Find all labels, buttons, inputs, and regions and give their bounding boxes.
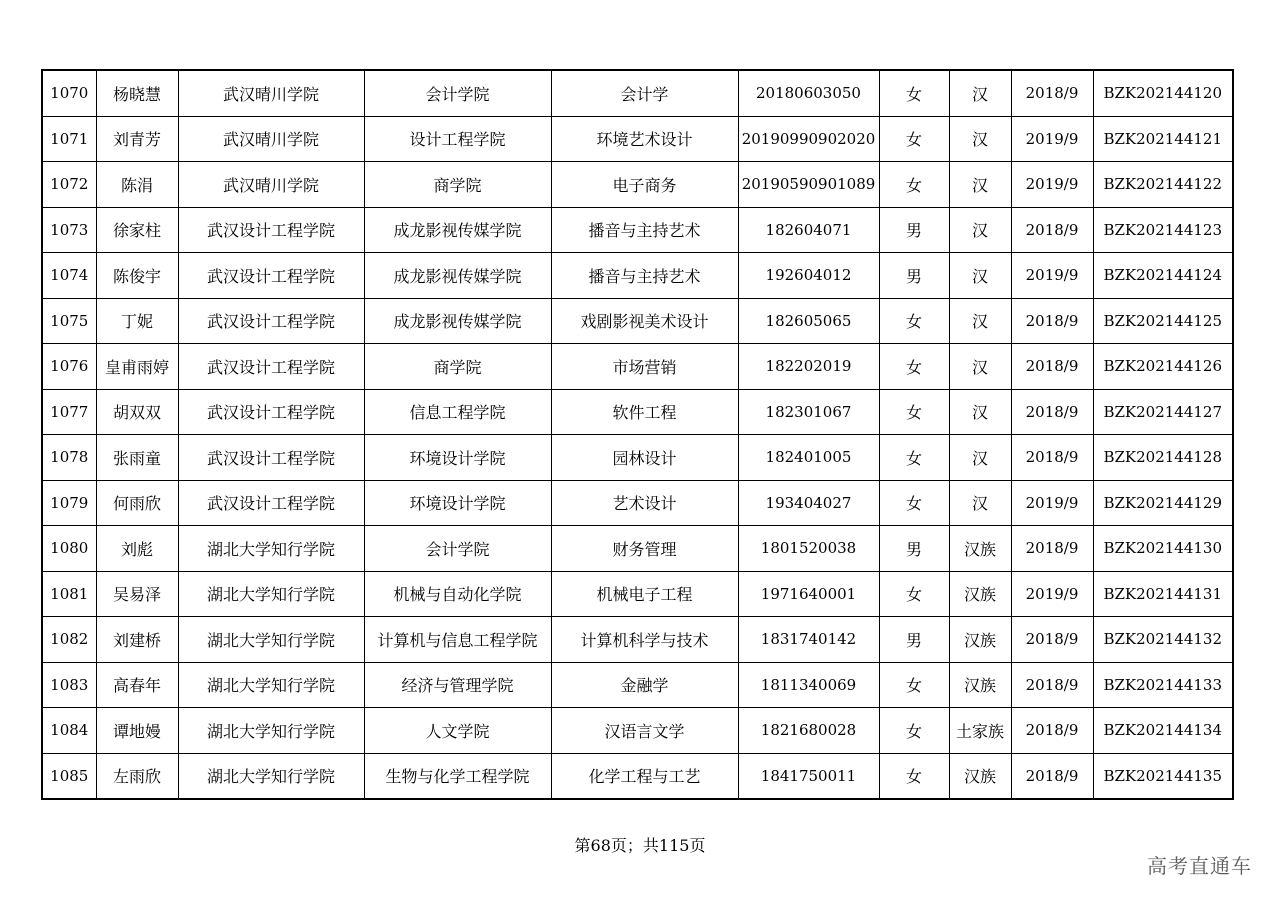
cell-student-id: 20190990902020 bbox=[738, 116, 879, 162]
cell-major: 金融学 bbox=[551, 662, 738, 708]
cell-enroll-date: 2018/9 bbox=[1011, 298, 1093, 344]
table-row bbox=[42, 571, 1233, 617]
cell-student-id: 182301067 bbox=[738, 389, 879, 435]
cell-gender: 女 bbox=[879, 708, 949, 754]
cell-college: 信息工程学院 bbox=[364, 389, 551, 435]
cell-enroll-date: 2019/9 bbox=[1011, 480, 1093, 526]
cell-gender: 女 bbox=[879, 70, 949, 116]
cell-university: 武汉设计工程学院 bbox=[178, 207, 364, 253]
cell-major: 软件工程 bbox=[551, 389, 738, 435]
cell-seq-no: 1070 bbox=[42, 70, 96, 116]
cell-name: 胡双双 bbox=[96, 389, 178, 435]
cell-cert-no: BZK202144128 bbox=[1093, 435, 1233, 481]
cell-name: 陈涓 bbox=[96, 162, 178, 208]
cell-university: 武汉设计工程学院 bbox=[178, 389, 364, 435]
cell-major: 财务管理 bbox=[551, 526, 738, 572]
cell-seq-no: 1083 bbox=[42, 662, 96, 708]
cell-college: 环境设计学院 bbox=[364, 480, 551, 526]
cell-gender: 男 bbox=[879, 207, 949, 253]
cell-university: 湖北大学知行学院 bbox=[178, 708, 364, 754]
cell-name: 刘青芳 bbox=[96, 116, 178, 162]
cell-college: 成龙影视传媒学院 bbox=[364, 207, 551, 253]
cell-student-id: 20180603050 bbox=[738, 70, 879, 116]
cell-student-id: 182604071 bbox=[738, 207, 879, 253]
cell-name: 谭地嫚 bbox=[96, 708, 178, 754]
cell-ethnicity: 汉 bbox=[949, 344, 1011, 390]
student-record-table bbox=[41, 69, 1234, 800]
cell-ethnicity: 汉族 bbox=[949, 753, 1011, 799]
table-row bbox=[42, 480, 1233, 526]
cell-ethnicity: 汉 bbox=[949, 480, 1011, 526]
cell-ethnicity: 汉 bbox=[949, 435, 1011, 481]
cell-college: 设计工程学院 bbox=[364, 116, 551, 162]
cell-cert-no: BZK202144122 bbox=[1093, 162, 1233, 208]
cell-college: 人文学院 bbox=[364, 708, 551, 754]
cell-gender: 女 bbox=[879, 344, 949, 390]
cell-enroll-date: 2018/9 bbox=[1011, 435, 1093, 481]
cell-name: 刘彪 bbox=[96, 526, 178, 572]
cell-ethnicity: 汉 bbox=[949, 253, 1011, 299]
cell-cert-no: BZK202144131 bbox=[1093, 571, 1233, 617]
cell-ethnicity: 汉 bbox=[949, 298, 1011, 344]
cell-seq-no: 1072 bbox=[42, 162, 96, 208]
cell-college: 商学院 bbox=[364, 344, 551, 390]
cell-ethnicity: 汉族 bbox=[949, 571, 1011, 617]
table-row bbox=[42, 162, 1233, 208]
cell-ethnicity: 汉族 bbox=[949, 526, 1011, 572]
cell-gender: 男 bbox=[879, 526, 949, 572]
cell-university: 武汉设计工程学院 bbox=[178, 480, 364, 526]
cell-major: 机械电子工程 bbox=[551, 571, 738, 617]
cell-student-id: 193404027 bbox=[738, 480, 879, 526]
cell-student-id: 182401005 bbox=[738, 435, 879, 481]
cell-gender: 女 bbox=[879, 662, 949, 708]
page-number: 第68页；共115页 bbox=[574, 836, 706, 855]
cell-name: 丁妮 bbox=[96, 298, 178, 344]
cell-ethnicity: 汉族 bbox=[949, 617, 1011, 663]
cell-ethnicity: 汉 bbox=[949, 162, 1011, 208]
cell-student-id: 182202019 bbox=[738, 344, 879, 390]
cell-ethnicity: 汉族 bbox=[949, 662, 1011, 708]
table-row bbox=[42, 708, 1233, 754]
cell-major: 戏剧影视美术设计 bbox=[551, 298, 738, 344]
cell-name: 吴易泽 bbox=[96, 571, 178, 617]
cell-name: 张雨童 bbox=[96, 435, 178, 481]
cell-major: 会计学 bbox=[551, 70, 738, 116]
cell-major: 市场营销 bbox=[551, 344, 738, 390]
cell-college: 环境设计学院 bbox=[364, 435, 551, 481]
table-row bbox=[42, 344, 1233, 390]
cell-gender: 男 bbox=[879, 253, 949, 299]
cell-college: 会计学院 bbox=[364, 70, 551, 116]
cell-enroll-date: 2018/9 bbox=[1011, 662, 1093, 708]
cell-major: 播音与主持艺术 bbox=[551, 253, 738, 299]
cell-name: 徐家柱 bbox=[96, 207, 178, 253]
cell-seq-no: 1076 bbox=[42, 344, 96, 390]
cell-seq-no: 1081 bbox=[42, 571, 96, 617]
cell-cert-no: BZK202144120 bbox=[1093, 70, 1233, 116]
cell-enroll-date: 2018/9 bbox=[1011, 70, 1093, 116]
cell-major: 艺术设计 bbox=[551, 480, 738, 526]
cell-college: 生物与化学工程学院 bbox=[364, 753, 551, 799]
cell-seq-no: 1082 bbox=[42, 617, 96, 663]
cell-cert-no: BZK202144130 bbox=[1093, 526, 1233, 572]
cell-university: 武汉设计工程学院 bbox=[178, 435, 364, 481]
cell-enroll-date: 2019/9 bbox=[1011, 116, 1093, 162]
cell-cert-no: BZK202144125 bbox=[1093, 298, 1233, 344]
cell-college: 机械与自动化学院 bbox=[364, 571, 551, 617]
cell-student-id: 1971640001 bbox=[738, 571, 879, 617]
cell-enroll-date: 2019/9 bbox=[1011, 571, 1093, 617]
cell-gender: 女 bbox=[879, 571, 949, 617]
cell-cert-no: BZK202144134 bbox=[1093, 708, 1233, 754]
cell-gender: 女 bbox=[879, 162, 949, 208]
cell-college: 成龙影视传媒学院 bbox=[364, 253, 551, 299]
cell-cert-no: BZK202144124 bbox=[1093, 253, 1233, 299]
cell-ethnicity: 汉 bbox=[949, 70, 1011, 116]
cell-enroll-date: 2019/9 bbox=[1011, 162, 1093, 208]
table-row bbox=[42, 435, 1233, 481]
cell-cert-no: BZK202144123 bbox=[1093, 207, 1233, 253]
cell-seq-no: 1075 bbox=[42, 298, 96, 344]
cell-major: 电子商务 bbox=[551, 162, 738, 208]
table-row bbox=[42, 389, 1233, 435]
table-row bbox=[42, 526, 1233, 572]
cell-seq-no: 1079 bbox=[42, 480, 96, 526]
cell-gender: 男 bbox=[879, 617, 949, 663]
cell-enroll-date: 2018/9 bbox=[1011, 753, 1093, 799]
cell-seq-no: 1071 bbox=[42, 116, 96, 162]
cell-gender: 女 bbox=[879, 389, 949, 435]
cell-name: 陈俊宇 bbox=[96, 253, 178, 299]
cell-name: 皇甫雨婷 bbox=[96, 344, 178, 390]
cell-ethnicity: 汉 bbox=[949, 207, 1011, 253]
cell-name: 高春年 bbox=[96, 662, 178, 708]
table-row bbox=[42, 298, 1233, 344]
cell-enroll-date: 2018/9 bbox=[1011, 207, 1093, 253]
cell-major: 环境艺术设计 bbox=[551, 116, 738, 162]
cell-university: 武汉晴川学院 bbox=[178, 162, 364, 208]
cell-university: 武汉晴川学院 bbox=[178, 116, 364, 162]
cell-seq-no: 1077 bbox=[42, 389, 96, 435]
cell-student-id: 1801520038 bbox=[738, 526, 879, 572]
cell-gender: 女 bbox=[879, 435, 949, 481]
cell-enroll-date: 2018/9 bbox=[1011, 344, 1093, 390]
cell-name: 杨晓慧 bbox=[96, 70, 178, 116]
cell-university: 武汉晴川学院 bbox=[178, 70, 364, 116]
cell-cert-no: BZK202144133 bbox=[1093, 662, 1233, 708]
cell-major: 播音与主持艺术 bbox=[551, 207, 738, 253]
cell-gender: 女 bbox=[879, 753, 949, 799]
cell-seq-no: 1085 bbox=[42, 753, 96, 799]
cell-college: 商学院 bbox=[364, 162, 551, 208]
cell-student-id: 20190590901089 bbox=[738, 162, 879, 208]
cell-student-id: 1811340069 bbox=[738, 662, 879, 708]
cell-college: 成龙影视传媒学院 bbox=[364, 298, 551, 344]
cell-cert-no: BZK202144129 bbox=[1093, 480, 1233, 526]
cell-gender: 女 bbox=[879, 480, 949, 526]
cell-major: 汉语言文学 bbox=[551, 708, 738, 754]
table-row bbox=[42, 70, 1233, 116]
cell-university: 武汉设计工程学院 bbox=[178, 344, 364, 390]
cell-cert-no: BZK202144127 bbox=[1093, 389, 1233, 435]
cell-university: 湖北大学知行学院 bbox=[178, 617, 364, 663]
cell-seq-no: 1084 bbox=[42, 708, 96, 754]
cell-student-id: 192604012 bbox=[738, 253, 879, 299]
cell-cert-no: BZK202144121 bbox=[1093, 116, 1233, 162]
cell-enroll-date: 2019/9 bbox=[1011, 253, 1093, 299]
cell-enroll-date: 2018/9 bbox=[1011, 708, 1093, 754]
cell-student-id: 1821680028 bbox=[738, 708, 879, 754]
watermark-logo-text: 高考直通车 bbox=[1147, 854, 1252, 878]
table-row bbox=[42, 617, 1233, 663]
cell-seq-no: 1073 bbox=[42, 207, 96, 253]
cell-seq-no: 1080 bbox=[42, 526, 96, 572]
table-row bbox=[42, 662, 1233, 708]
cell-student-id: 1841750011 bbox=[738, 753, 879, 799]
cell-university: 湖北大学知行学院 bbox=[178, 753, 364, 799]
cell-major: 园林设计 bbox=[551, 435, 738, 481]
cell-cert-no: BZK202144135 bbox=[1093, 753, 1233, 799]
cell-university: 湖北大学知行学院 bbox=[178, 571, 364, 617]
cell-major: 计算机科学与技术 bbox=[551, 617, 738, 663]
cell-college: 会计学院 bbox=[364, 526, 551, 572]
cell-cert-no: BZK202144126 bbox=[1093, 344, 1233, 390]
cell-university: 武汉设计工程学院 bbox=[178, 298, 364, 344]
cell-name: 刘建桥 bbox=[96, 617, 178, 663]
cell-ethnicity: 汉 bbox=[949, 116, 1011, 162]
cell-cert-no: BZK202144132 bbox=[1093, 617, 1233, 663]
cell-name: 左雨欣 bbox=[96, 753, 178, 799]
cell-seq-no: 1078 bbox=[42, 435, 96, 481]
table-row bbox=[42, 753, 1233, 799]
cell-seq-no: 1074 bbox=[42, 253, 96, 299]
cell-university: 湖北大学知行学院 bbox=[178, 526, 364, 572]
table-row bbox=[42, 207, 1233, 253]
table-row bbox=[42, 116, 1233, 162]
cell-ethnicity: 土家族 bbox=[949, 708, 1011, 754]
cell-college: 计算机与信息工程学院 bbox=[364, 617, 551, 663]
cell-major: 化学工程与工艺 bbox=[551, 753, 738, 799]
cell-university: 湖北大学知行学院 bbox=[178, 662, 364, 708]
cell-ethnicity: 汉 bbox=[949, 389, 1011, 435]
cell-student-id: 1831740142 bbox=[738, 617, 879, 663]
cell-name: 何雨欣 bbox=[96, 480, 178, 526]
cell-college: 经济与管理学院 bbox=[364, 662, 551, 708]
table-row bbox=[42, 253, 1233, 299]
table-body bbox=[42, 70, 1233, 799]
cell-student-id: 182605065 bbox=[738, 298, 879, 344]
cell-university: 武汉设计工程学院 bbox=[178, 253, 364, 299]
cell-enroll-date: 2018/9 bbox=[1011, 389, 1093, 435]
cell-enroll-date: 2018/9 bbox=[1011, 617, 1093, 663]
cell-gender: 女 bbox=[879, 116, 949, 162]
cell-enroll-date: 2018/9 bbox=[1011, 526, 1093, 572]
cell-gender: 女 bbox=[879, 298, 949, 344]
